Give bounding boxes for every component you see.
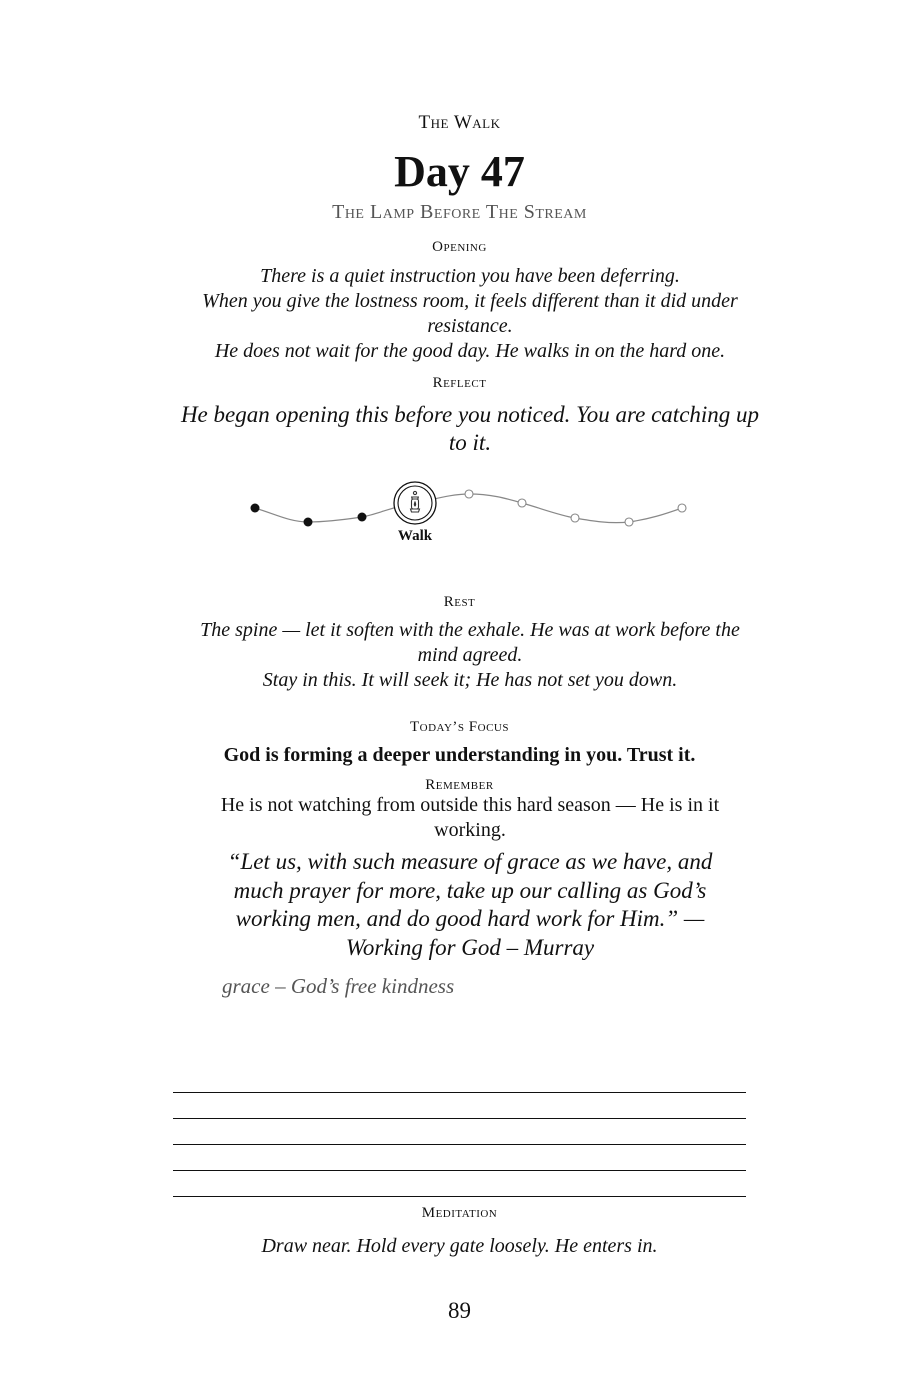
journey-dot-upcoming (571, 514, 579, 522)
writing-line[interactable] (173, 1170, 746, 1171)
journey-dot-upcoming (625, 518, 633, 526)
reflect-text: He began opening this before you noticed. You are catching up to it. (180, 402, 760, 455)
journey-dot-upcoming (518, 499, 526, 507)
rest-line: Stay in this. It will seek it; He has not set you down. (262, 669, 678, 691)
page-number: 89 (448, 1298, 471, 1323)
focus-label: Today’s Focus (410, 719, 509, 735)
opening-label: Opening (432, 239, 487, 255)
writing-line[interactable] (173, 1092, 746, 1093)
focus-text: God is forming a deeper understanding in you. Trust it. (223, 744, 696, 766)
remember-label: Remember (425, 777, 494, 793)
rest-text (180, 618, 760, 693)
series-title: The Walk (418, 112, 501, 133)
writing-line[interactable] (173, 1144, 746, 1145)
journey-dot-complete (304, 518, 313, 527)
scripture-quote: “Let us, with such measure of grace as we have, and much prayer for more, take up our calling as God’s working men, and do good hard work for Him.” — Working for God – Murray (227, 849, 713, 960)
journey-current-label: Walk (397, 528, 433, 544)
writing-line[interactable] (173, 1196, 746, 1197)
day-subtitle: The Lamp Before The Stream (332, 201, 587, 223)
rest-label: Rest (443, 594, 476, 610)
reflect-label: Reflect (432, 375, 487, 391)
journey-path (0, 470, 919, 550)
opening-line: When you give the lostness room, it feels different than it did under resistance. (202, 290, 738, 337)
journey-dot-complete (251, 504, 260, 513)
journey-dot-upcoming (678, 504, 686, 512)
writing-line[interactable] (173, 1118, 746, 1119)
opening-line: He does not wait for the good day. He walks in on the hard one. (214, 340, 726, 362)
opening-text (180, 264, 760, 364)
rest-line: The spine — let it soften with the exhale. He was at work before the mind agreed. (200, 619, 740, 666)
day-title: Day 47 (394, 147, 525, 196)
meditation-text: Draw near. Hold every gate loosely. He enters in. (261, 1235, 658, 1257)
word-gloss: grace – God’s free kindness (222, 974, 455, 998)
journey-dot-complete (358, 513, 367, 522)
opening-line: There is a quiet instruction you have been deferring. (260, 265, 680, 287)
remember-text: He is not watching from outside this hard season — He is in it working. (220, 794, 720, 841)
meditation-label: Meditation (421, 1205, 498, 1221)
journey-dot-upcoming (465, 490, 473, 498)
